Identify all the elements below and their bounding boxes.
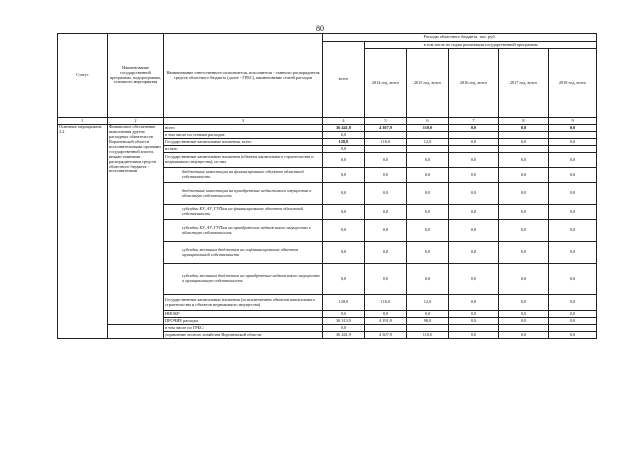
value-year-2018: 0,0: [549, 153, 597, 168]
value-year-2016: [449, 146, 499, 153]
value-total: 0,0: [323, 146, 365, 153]
row-label: Государственные капитальные вложения, всего: [164, 139, 323, 146]
value-year-2018: 0,0: [549, 311, 597, 318]
value-total: 36 313,9: [323, 318, 365, 325]
row-label: субсидии местным бюджетам на софинансирование объектов муниципальной собственности: [164, 242, 323, 264]
value-year-2018: 0,0: [549, 264, 597, 295]
value-year-2014: [365, 132, 407, 139]
row-label: Государственные капитальные вложения (объекты капитального строительства и недвижимого имущества), из них: [164, 153, 323, 168]
value-year-2016: 0,0: [449, 139, 499, 146]
row-label: всего: [164, 125, 323, 132]
value-year-2018: 0,0: [549, 125, 597, 132]
value-total: 0,0: [323, 242, 365, 264]
value-total: 0,0: [323, 325, 365, 332]
row-label: субсидии местным бюджетам на приобретение недвижимого имущества в муниципальную собственность: [164, 264, 323, 295]
value-year-2017: 0,0: [499, 125, 549, 132]
value-year-2014: 4 307,9: [365, 125, 407, 132]
value-total: 0,0: [323, 311, 365, 318]
value-year-2016: 0,0: [449, 332, 499, 339]
value-total: 0,0: [323, 220, 365, 242]
value-year-2016: 0,0: [449, 168, 499, 183]
value-total: 0,0: [323, 183, 365, 205]
value-year-2017: 0,0: [499, 168, 549, 183]
value-year-2018: 0,0: [549, 139, 597, 146]
value-year-2014: [365, 146, 407, 153]
header-year-2017: 2017 год, всего: [499, 49, 549, 118]
header-expenses: Расходы областного бюджета, тыс. руб.: [323, 34, 597, 42]
value-year-2016: 0,0: [449, 295, 499, 311]
value-year-2015: [407, 146, 449, 153]
value-year-2018: 0,0: [549, 205, 597, 220]
value-year-2015: 0,0: [407, 168, 449, 183]
value-total: 36 441,9: [323, 125, 365, 132]
column-number: 7: [449, 118, 499, 125]
value-total: 0,0: [323, 205, 365, 220]
value-year-2014: 0,0: [365, 242, 407, 264]
header-by-years: в том числе по годам реализации государственной программы: [365, 42, 597, 49]
value-year-2016: [449, 325, 499, 332]
value-total: 0,0: [323, 264, 365, 295]
header-year-2014: 2014 год, всего: [365, 49, 407, 118]
value-year-2016: 0,0: [449, 183, 499, 205]
value-year-2016: 0,0: [449, 264, 499, 295]
value-year-2018: 0,0: [549, 183, 597, 205]
value-year-2015: 12,0: [407, 139, 449, 146]
value-year-2014: 116,0: [365, 295, 407, 311]
column-number: 6: [407, 118, 449, 125]
row-label: в том числе по ГРБС:: [164, 325, 323, 332]
value-year-2015: [407, 132, 449, 139]
value-year-2014: 0,0: [365, 168, 407, 183]
value-year-2018: [549, 146, 597, 153]
column-number: 5: [365, 118, 407, 125]
value-year-2015: 110,0: [407, 125, 449, 132]
value-year-2016: 0,0: [449, 242, 499, 264]
value-year-2018: 0,0: [549, 220, 597, 242]
value-year-2014: 0,0: [365, 183, 407, 205]
value-year-2014: 0,0: [365, 153, 407, 168]
value-year-2018: 0,0: [549, 242, 597, 264]
value-year-2018: 0,0: [549, 168, 597, 183]
value-year-2017: 0,0: [499, 242, 549, 264]
value-year-2015: 0,0: [407, 220, 449, 242]
value-year-2014: 116,0: [365, 139, 407, 146]
value-year-2014: 0,0: [365, 311, 407, 318]
column-number: 1: [58, 118, 108, 125]
value-year-2017: 0,0: [499, 220, 549, 242]
value-year-2016: [449, 132, 499, 139]
value-year-2015: 0,0: [407, 205, 449, 220]
value-year-2017: [499, 325, 549, 332]
value-year-2017: [499, 132, 549, 139]
value-year-2014: 0,0: [365, 264, 407, 295]
column-number: 4: [323, 118, 365, 125]
value-year-2015: 12,0: [407, 295, 449, 311]
value-year-2017: 0,0: [499, 205, 549, 220]
value-year-2018: 0,0: [549, 318, 597, 325]
budget-table: [57, 33, 597, 339]
value-year-2014: [365, 325, 407, 332]
column-number: 2: [108, 118, 164, 125]
row-label: Государственные капитальные вложения (за исключением объектов капитального строительства и объектов недвижимого имущества): [164, 295, 323, 311]
program-cell: Финансовое обеспечение выполнения других расходных обязательств Воронежской области исполнительными органами государственной власти, иными главными распорядителями средств областного бюджета - исполнителями: [108, 125, 164, 325]
value-year-2017: [499, 146, 549, 153]
value-year-2016: 0,0: [449, 220, 499, 242]
value-year-2014: 0,0: [365, 220, 407, 242]
row-label: НИОКР: [164, 311, 323, 318]
value-total: 36 441,9: [323, 332, 365, 339]
row-label: субсидии БУ, АУ, ГУПам на приобретение недвижимого имущества в областную собственность: [164, 220, 323, 242]
value-year-2016: 0,0: [449, 153, 499, 168]
row-label: субсидии БУ, АУ, ГУПам на финансирование объектов областной собственности: [164, 205, 323, 220]
value-year-2017: 0,0: [499, 183, 549, 205]
row-label: бюджетные инвестиции на приобретение недвижимого имущества в областную собственность: [164, 183, 323, 205]
value-total: 0,0: [323, 132, 365, 139]
column-number: 8: [499, 118, 549, 125]
page-number: 80: [316, 24, 324, 33]
value-year-2018: 0,0: [549, 332, 597, 339]
value-total: 0,0: [323, 168, 365, 183]
header-total: всего: [323, 42, 365, 118]
status-cell: Основное мероприятие 2.2: [58, 125, 108, 339]
row-label: ПРОЧИЕ расходы: [164, 318, 323, 325]
value-year-2016: 0,0: [449, 311, 499, 318]
row-label: бюджетные инвестиции на финансирование объектов областной собственности: [164, 168, 323, 183]
row-label: в том числе по статьям расходов:: [164, 132, 323, 139]
header-year-2015: 2015 год, всего: [407, 49, 449, 118]
value-year-2017: 0,0: [499, 332, 549, 339]
value-year-2015: 98,0: [407, 318, 449, 325]
header-year-2016: 2016 год, всего: [449, 49, 499, 118]
column-number: 3: [164, 118, 323, 125]
value-year-2016: 0,0: [449, 205, 499, 220]
value-year-2018: 0,0: [549, 295, 597, 311]
value-year-2017: 0,0: [499, 264, 549, 295]
row-label: из них:: [164, 146, 323, 153]
value-year-2017: 0,0: [499, 311, 549, 318]
value-year-2017: 0,0: [499, 153, 549, 168]
header-program-name: Наименование государственной программы, подпрограммы, основного мероприятия: [108, 34, 164, 118]
header-status: Статус: [58, 34, 108, 118]
value-year-2015: 110,0: [407, 332, 449, 339]
header-executor: Наименование ответственного исполнителя, исполнителя - главного распорядителя средств областного бюджета (далее - ГРБС), наименование статей расходов: [164, 34, 323, 118]
value-total: 128,0: [323, 295, 365, 311]
value-year-2015: [407, 325, 449, 332]
header-year-2018: 2018 год, всего: [549, 49, 597, 118]
value-year-2015: 0,0: [407, 311, 449, 318]
row-label: управление лесного хозяйства Воронежской области: [164, 332, 323, 339]
value-year-2016: 0,0: [449, 318, 499, 325]
value-year-2015: 0,0: [407, 183, 449, 205]
value-year-2015: 0,0: [407, 153, 449, 168]
column-number: 9: [549, 118, 597, 125]
value-year-2017: 0,0: [499, 295, 549, 311]
program-cell-empty: [108, 325, 164, 339]
value-year-2015: 0,0: [407, 264, 449, 295]
value-year-2017: 0,0: [499, 139, 549, 146]
value-year-2018: [549, 132, 597, 139]
value-total: 128,0: [323, 139, 365, 146]
value-year-2014: 4 191,9: [365, 318, 407, 325]
value-total: 0,0: [323, 153, 365, 168]
value-year-2016: 0,0: [449, 125, 499, 132]
value-year-2017: 0,0: [499, 318, 549, 325]
value-year-2014: 0,0: [365, 205, 407, 220]
table-row: [58, 125, 597, 132]
value-year-2015: 0,0: [407, 242, 449, 264]
value-year-2014: 4 307,9: [365, 332, 407, 339]
value-year-2018: [549, 325, 597, 332]
table-row: [58, 325, 597, 332]
